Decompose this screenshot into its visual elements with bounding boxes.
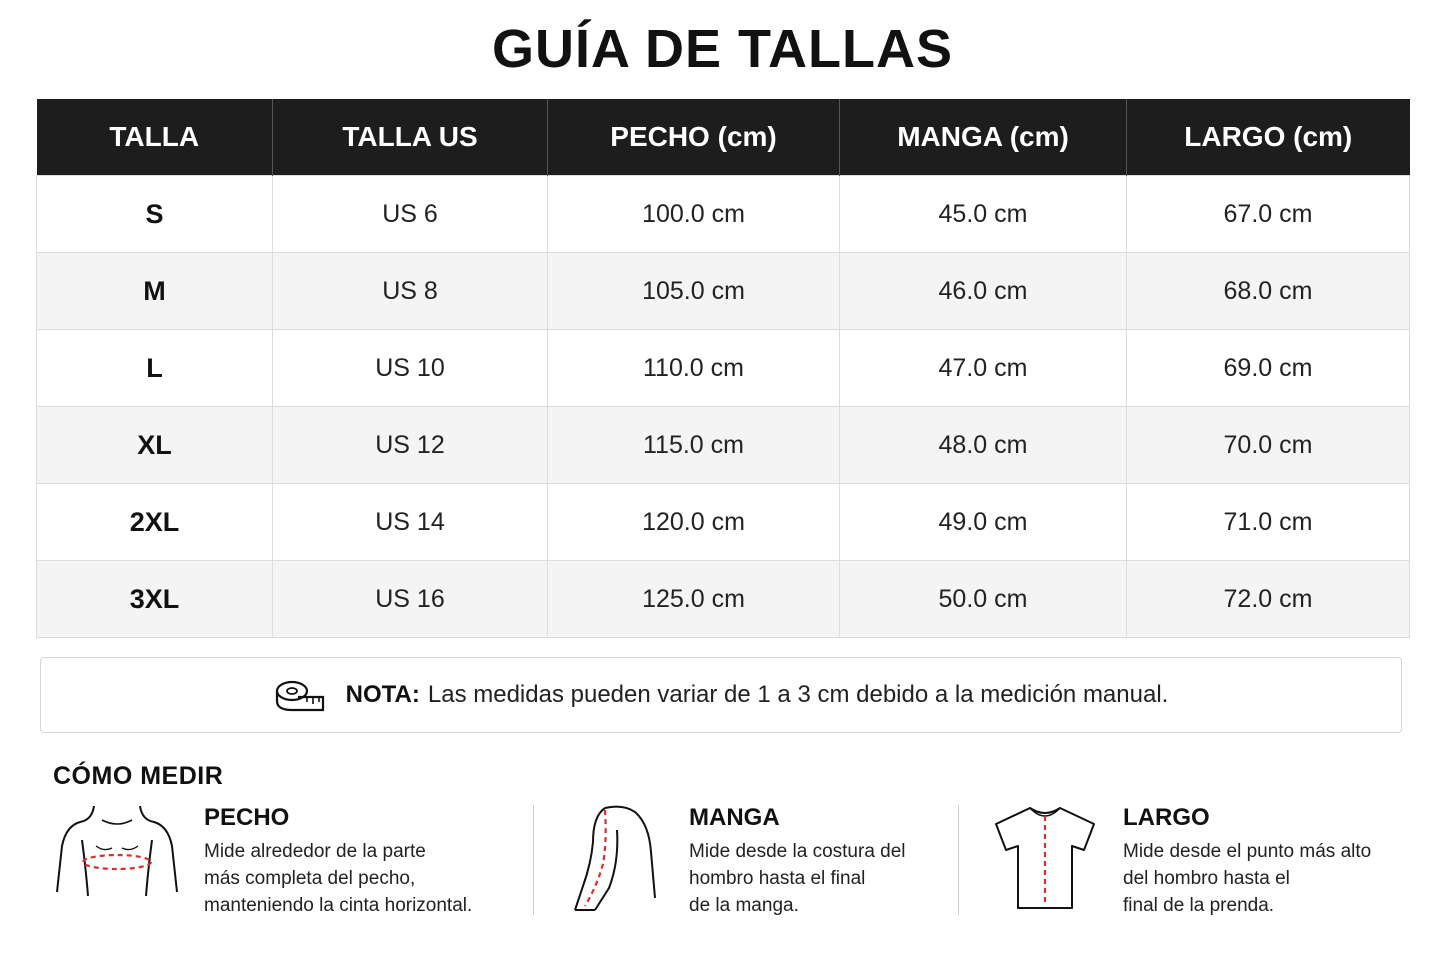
- us-size-cell: US 12: [273, 407, 548, 484]
- table-row: [37, 176, 1410, 253]
- table-row: [37, 407, 1410, 484]
- sleeve-desc-line: de la manga.: [689, 895, 799, 916]
- us-size-cell: US 10: [273, 330, 548, 407]
- us-size-cell: US 16: [273, 561, 548, 638]
- table-row: [37, 253, 1410, 330]
- sleeve-desc-line: hombro hasta el final: [689, 868, 866, 889]
- sleeve-desc-line: Mide desde la costura del: [689, 841, 906, 862]
- header-talla: TALLA: [37, 99, 273, 176]
- chest-cell: 105.0 cm: [548, 253, 840, 330]
- chest-cell: 125.0 cm: [548, 561, 840, 638]
- length-desc-line: final de la prenda.: [1123, 895, 1275, 916]
- chest-desc-line: Mide alrededor de la parte: [204, 841, 426, 862]
- chest-cell: 120.0 cm: [548, 484, 840, 561]
- length-cell: 72.0 cm: [1127, 561, 1410, 638]
- size-cell: XL: [37, 407, 273, 484]
- us-size-cell: US 8: [273, 253, 548, 330]
- length-description: [1123, 838, 1443, 919]
- chest-cell: 110.0 cm: [548, 330, 840, 407]
- header-pecho: PECHO (cm): [548, 99, 840, 176]
- sleeve-cell: 45.0 cm: [840, 176, 1127, 253]
- chest-cell: 115.0 cm: [548, 407, 840, 484]
- measuring-tape-icon: [274, 677, 326, 713]
- length-cell: 71.0 cm: [1127, 484, 1410, 561]
- table-row: [37, 484, 1410, 561]
- header-manga: MANGA (cm): [840, 99, 1127, 176]
- divider: [533, 805, 534, 915]
- chest-desc-line: manteniendo la cinta horizontal.: [204, 895, 473, 916]
- table-row: [37, 330, 1410, 407]
- table-header-row: [37, 99, 1410, 176]
- header-largo: LARGO (cm): [1127, 99, 1410, 176]
- size-cell: 2XL: [37, 484, 273, 561]
- length-desc-line: Mide desde el punto más alto: [1123, 841, 1372, 862]
- note-box: [40, 657, 1402, 733]
- sleeve-cell: 48.0 cm: [840, 407, 1127, 484]
- sleeve-description: [689, 838, 1009, 919]
- divider: [958, 805, 959, 915]
- length-cell: 70.0 cm: [1127, 407, 1410, 484]
- length-measure-icon: [990, 802, 1100, 912]
- sleeve-cell: 46.0 cm: [840, 253, 1127, 330]
- sleeve-cell: 49.0 cm: [840, 484, 1127, 561]
- page-title: GUÍA DE TALLAS: [492, 19, 953, 79]
- length-desc-line: del hombro hasta el: [1123, 868, 1290, 889]
- length-cell: 68.0 cm: [1127, 253, 1410, 330]
- note-text: Las medidas pueden variar de 1 a 3 cm debido a la medición manual.: [427, 681, 1169, 708]
- how-to-measure-title: CÓMO MEDIR: [53, 762, 224, 790]
- length-cell: 67.0 cm: [1127, 176, 1410, 253]
- size-table: [36, 99, 1410, 638]
- chest-cell: 100.0 cm: [548, 176, 840, 253]
- size-cell: M: [37, 253, 273, 330]
- chest-desc-line: más completa del pecho,: [204, 868, 416, 889]
- us-size-cell: US 6: [273, 176, 548, 253]
- size-cell: S: [37, 176, 273, 253]
- header-talla-us: TALLA US: [273, 99, 548, 176]
- length-cell: 69.0 cm: [1127, 330, 1410, 407]
- length-title: LARGO: [1123, 804, 1210, 831]
- size-cell: 3XL: [37, 561, 273, 638]
- sleeve-cell: 47.0 cm: [840, 330, 1127, 407]
- chest-description: [204, 838, 524, 919]
- sleeve-title: MANGA: [689, 804, 780, 831]
- size-cell: L: [37, 330, 273, 407]
- sleeve-cell: 50.0 cm: [840, 561, 1127, 638]
- sleeve-measure-icon: [565, 802, 665, 914]
- chest-title: PECHO: [204, 804, 290, 831]
- us-size-cell: US 14: [273, 484, 548, 561]
- note-label: NOTA:: [345, 681, 420, 708]
- chest-measure-icon: [52, 800, 182, 900]
- table-row: [37, 561, 1410, 638]
